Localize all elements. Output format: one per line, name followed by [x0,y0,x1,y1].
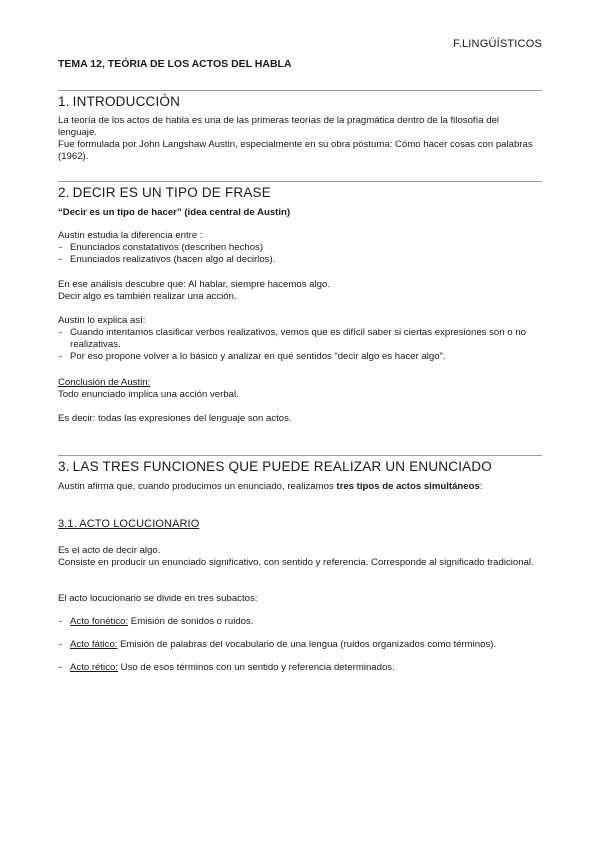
subact-text: Uso de esos términos con un sentido y referencia determinados. [118,662,395,673]
definition-line: Es el acto de decir algo. [58,545,161,556]
analysis-line: En ese análisis descubre que: Al hablar, siempre hacemos algo. [58,279,330,290]
section-title: INTRODUCCIÓN [72,94,181,109]
subsection-body [58,545,540,569]
list-item: - Enunciados constatativos (describen hechos) [58,242,540,254]
section-number: 2. [58,185,70,200]
section-number: 3. [58,459,70,474]
subact-text: Emisión de sonidos o ruidos. [128,616,254,627]
analysis-block [58,279,540,303]
statement-types-list [58,242,540,266]
subacts-block [58,616,540,685]
section-1-heading [58,94,180,109]
list-item [58,616,540,628]
statement-types-intro: Austin estudia la diferencia entre : [58,230,203,241]
list-item: - Enunciados realizativos (hacen algo al decirlos). [58,254,540,266]
section-2-heading [58,185,271,200]
list-item: - Por eso propone volver a lo básico y analizar en qué sentidos “decir algo es hacer algo”. [58,351,540,363]
intro-emphasis: tres tipos de actos simultáneos [336,481,480,492]
intro-suffix: : [479,481,483,492]
section-3-intro [58,481,488,493]
section-number: 1. [58,94,70,109]
subact-label: Acto fático: [70,639,118,650]
section-divider [58,90,542,91]
list-item [58,662,540,674]
subsection-heading: 3.1. ACTO LOCUCIONARIO [58,518,200,530]
list-item: - Cuando intentamos clasificar verbos realizativos, vemos que es difícil saber si ciertas expresiones son o no realizativas. [58,327,540,351]
subact-label: Acto rético: [70,662,118,673]
section-3-heading [58,459,492,474]
paragraph: Fue formulada por John Langshaw Austin, especialmente en su obra póstuma: Cómo hacer cosas con palabras (1962). [58,139,533,162]
definition-line: Consiste en producir un enunciado significativo, con sentido y referencia. Corresponde al significado tradicional. [58,557,534,568]
document-title: TEMA 12, TEÓRIA DE LOS ACTOS DEL HABLA [58,58,292,70]
section-title: DECIR ES UN TIPO DE FRASE [72,185,271,200]
section-divider [58,455,542,456]
conclusion-label: Conclusión de Austin: [58,377,151,388]
paragraph: La teoría de los actos de habla es una de las primeras teorías de la pragmática dentro de la filosofía del lenguaje. [58,115,500,138]
statement-types-block [58,230,540,266]
explanation-block [58,315,540,363]
subact-text: Emisión de palabras del vocabulario de una lengua (ruidos organizados como términos). [117,639,497,650]
page-header-label: F.LINGÜÍSTICOS [453,38,542,50]
es-decir-line: Es decir: todas las expresiones del lenguaje son actos. [58,413,292,424]
section-1-body [58,115,540,163]
subacts-list [58,616,540,674]
explanation-intro: Austin lo explica así: [58,315,146,326]
subacts-intro: El acto locucionario se divide en tres subactos: [58,593,258,604]
central-idea-quote: “Decir es un tipo de hacer” (idea central de Austin) [58,207,291,218]
conclusion-block [58,377,540,401]
intro-text: Austin afirma que, cuando producimos un enunciado, realizamos [58,481,337,492]
subact-label: Acto fonético: [70,616,129,627]
analysis-line: Decir algo es también realizar una acción. [58,291,237,302]
conclusion-text: Todo enunciado implica una acción verbal. [58,389,239,400]
list-item [58,639,540,651]
explanation-list [58,327,540,363]
section-title: LAS TRES FUNCIONES QUE PUEDE REALIZAR UN ENUNCIADO [72,459,492,474]
section-divider [58,181,542,182]
